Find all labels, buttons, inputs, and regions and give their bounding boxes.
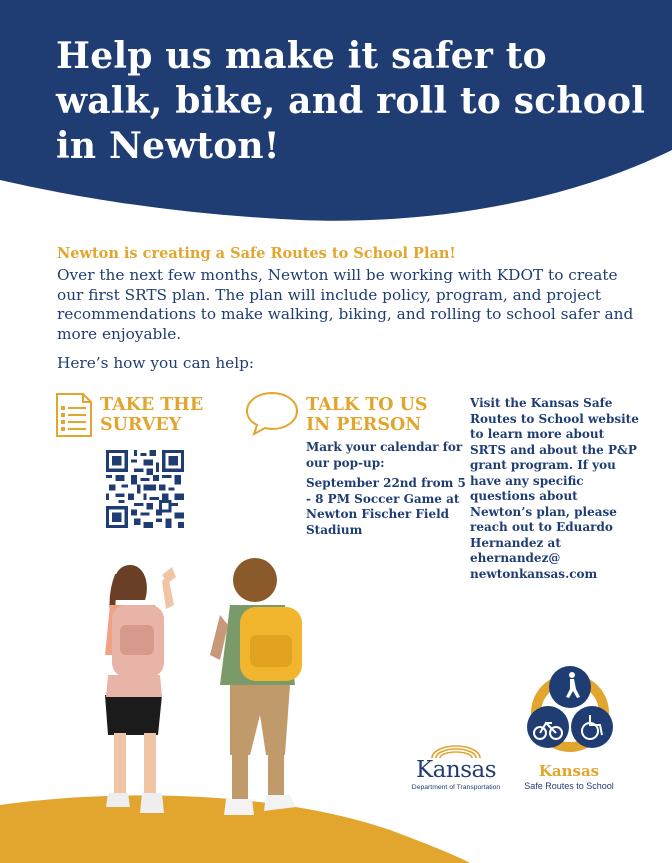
talk-intro: Mark your calendar for our pop-up: xyxy=(306,440,463,470)
page-headline: Help us make it safer to walk, bike, and roll to school in Newton! xyxy=(56,35,646,167)
help-label: Here’s how you can help: xyxy=(57,354,255,372)
survey-document-icon xyxy=(55,392,93,438)
girl-figure xyxy=(105,565,176,813)
survey-title: TAKE THE SURVEY xyxy=(100,395,204,435)
intro-heading: Newton is creating a Safe Routes to School Plan! xyxy=(57,245,456,262)
speech-bubble-icon xyxy=(244,390,300,436)
talk-title: TALK TO US IN PERSON xyxy=(306,395,428,435)
kdot-logo-subtitle: Department of Transportation xyxy=(411,784,501,791)
kdot-logo-name: Kansas xyxy=(415,757,497,783)
srts-logo-name: Kansas xyxy=(538,762,600,780)
srts-logo-icon xyxy=(520,665,620,761)
children-illustration xyxy=(70,545,370,845)
intro-body: Over the next few months, Newton will be working with KDOT to create our first SRTS plan. The plan will include policy, program, and project recommendations to make walking, biking, and rolling to school safer and more enjoyable. xyxy=(57,266,634,343)
srts-logo-subtitle: Safe Routes to School xyxy=(524,781,614,791)
visit-info-text: Visit the Kansas Safe Routes to School website to learn more about SRTS and about the P&P grant program. If you have any specific questions about Newton’s plan, please reach out to Eduardo Hernandez at ehernandez@ newtonkansas.com xyxy=(470,396,639,581)
boy-figure xyxy=(210,558,302,815)
survey-qr-code[interactable] xyxy=(106,450,184,528)
talk-event-details: September 22nd from 5 - 8 PM Soccer Game at Newton Fischer Field Stadium xyxy=(306,476,466,537)
